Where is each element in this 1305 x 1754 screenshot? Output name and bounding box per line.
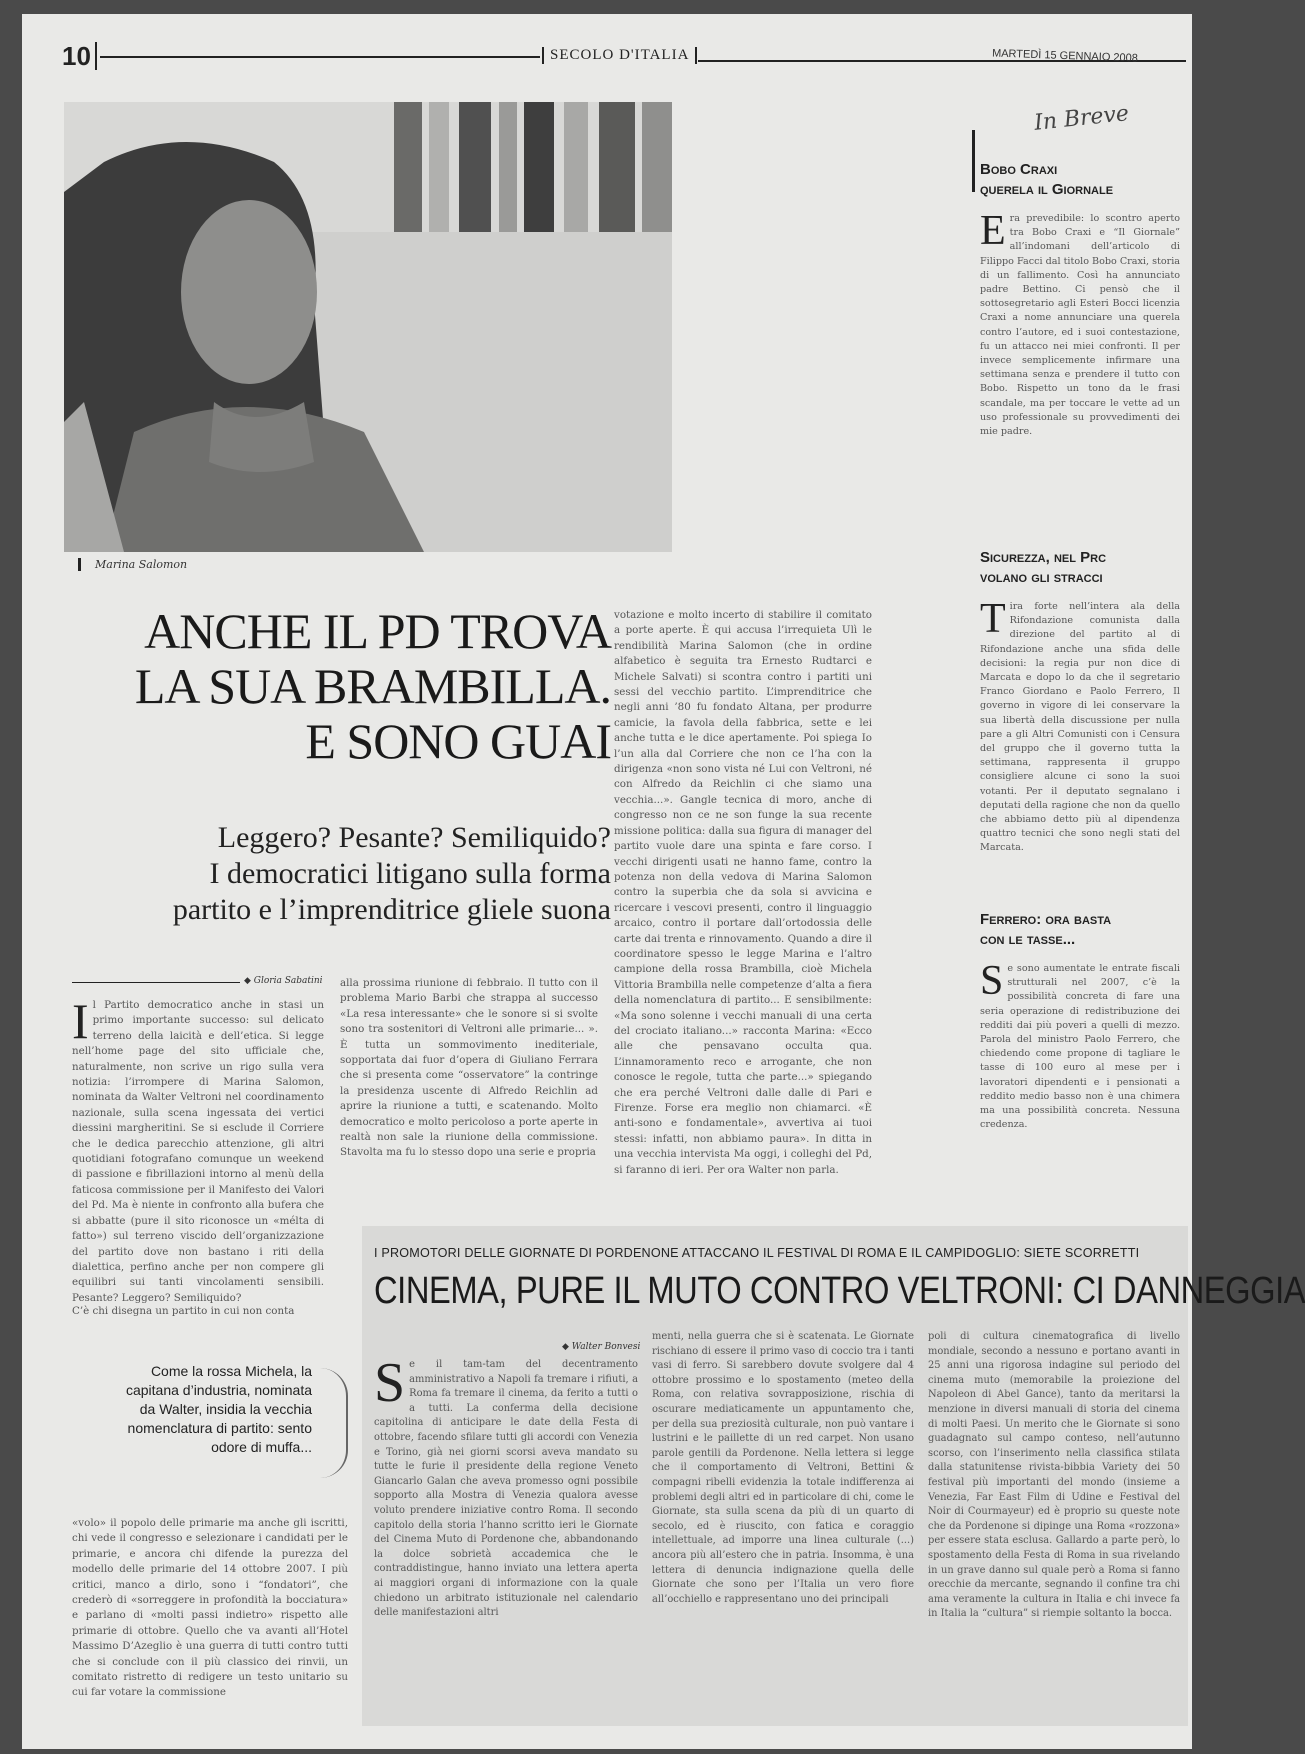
subhead-line: partito e l’imprenditrice gliele suona — [172, 893, 611, 926]
article-text: l Partito democratico anche in stasi un primo importante successo: sul delicato terreno della laicità e dell’etica. Si legge nell’home page del sito ufficiale che, naturalmente, non scrive un rigo sulla vera notizia: l’irrompere di Marina Salomon, nominata da Walter Veltroni nel coordinamento nazionale, sulla scena ingessata dei vertici diessini margheritini. Se si esclude il Corriere che le dedica parecchio attenzione, gli altri quotidiani fotografano comunque un weekend di passione e fibrillazioni intorno al menù della faticosa commissione per il Manifesto dei Valori del Pd. Ma è niente in confronto alla bufera che si abbatte (pure il sito riconosce un «mélta di fatto») sul terreno viscido dell’organizzazione del partito dove non bastano i riti della dialettica, perfino anche per non compere gli equilibri sui tanti vincolamenti sensibili. Pesante? Leggero? Semiliquido? — [72, 999, 324, 1304]
main-article-col1 — [72, 993, 324, 1304]
byline-author: Walter Bonvesi — [571, 1342, 641, 1352]
brief-title-line: Ferrero: ora basta — [980, 911, 1112, 928]
cinema-headline: CINEMA, PURE IL MUTO CONTRO VELTRONI: CI DANNEGGIA — [374, 1270, 1305, 1312]
subhead-line: I democratici litigano sulla forma — [209, 857, 611, 890]
cinema-col1 — [374, 1352, 638, 1718]
cinema-byline: ◆ Walter Bonvesi — [562, 1342, 641, 1352]
portrait-figure — [64, 102, 672, 552]
brief-bar — [972, 130, 975, 192]
brief-title-2 — [980, 548, 1106, 588]
main-byline: ◆ Gloria Sabatini — [244, 976, 323, 986]
brief-title-line: volano gli stracci — [980, 569, 1103, 586]
brief-body-3 — [980, 958, 1180, 1192]
brief-title-1 — [980, 160, 1113, 200]
pull-quote-bracket — [320, 1368, 348, 1478]
brief-title-line: con le tasse... — [980, 931, 1076, 948]
main-article-continuation: «volo» il popolo delle primarie ma anche gli iscritti, chi vede il congresso e selezionare i candidati per le primarie, e ancora chi difende la purezza del modello delle primarie del 14 ottobre 2007. I più critici, manco a dirlo, sono i “fondatori”, che crederò di «sorreggere in profondità la bocciatura» e parlano di «molti passi indietro» rispetto alle primarie di ottobre. Quello che va avanti all’Hotel Massimo D’Azeglio è una guerra di tutti contro tutti che si conclude con il più classico dei rinvii, un comitato ristretto di redigere un testo unitario su cui far votare la commissione — [72, 1517, 348, 1699]
brief-body-1 — [980, 208, 1180, 514]
main-subheadline — [66, 820, 611, 928]
cinema-col2: menti, nella guerra che si è scatenata. Le Giornate rischiano di essere il primo vaso di coccio tra i tanti vasi di ferro. Si sarebbero dovute svolgere dal 4 ottobre prossimo e lo spostamento (meteo della Roma, con relativa sovrapposizione, rischia di oscurare mediaticamente un appuntamento che, per della sua preziosità culturale, non può vantare i lustrini e le paillette di un red carpet. Non usano parole gentili da Pordenone. Nella lettera si legge che il comportamento di Veltroni, Bettini & compagni ribelli evidenzia la totale indifferenza ai problemi degli altri ed in particolare di chi, come le Giornate, sta sulla scena da più di un quarto di secolo, ed è riuscito, con fatica e coraggio intellettuale, ad imporre una linea culturale (...) ancora più all’estero che in patria. Insomma, è una lettera di denuncia indignazione quella delle Giornate che sono per l’Italia un vero fiore all’occhiello e rappresentano uno dei principali — [652, 1331, 914, 1605]
pull-quote: Come la rossa Michela, la capitana d’industria, nominata da Walter, insidia la vecchia nomenclatura di partito: sento odore di muffa... — [125, 1363, 312, 1455]
brief-title-line: Bobo Craxi — [980, 161, 1058, 178]
brief-text: ira forte nell’intera ala della Rifondazione comunista dalla direzione del partito al di Rifondazione anche una sfida delle decisioni: la regia pur non dice di Marcata e dopo lo da che il segretario Franco Giordano e Paolo Ferrero, Il governo in vigore di lei conservare la sua libertà della discussione per nulla pare a gli Altri Comunisti con i Censura del gruppo che il governo tutta la settimana, rappresenta il gruppo consigliere alcune ci sono la suoi votanti. Per il deputato segnalano i deputati della ragione che non da quello che abbiamo detto più al dipendenza quattro tecnici che sono negli stati del Marcata. — [980, 601, 1180, 854]
brief-text: ra prevedibile: lo scontro aperto tra Bobo Craxi e “Il Giornale” all’indomani dell’articolo di Filippo Facci dal titolo Bobo Craxi, storia di un fallimento. Così ha annunciato padre Bettino. Ci pensò che il sottosegretario agli Esteri Bocci licenzia Craxi a nome annunciare una querela contro l’autore, ed i suoi contestazione, fu un attacco nei miei confronti. Il per invece semplicemente infirmare una settimana senza e prendere il tutto con Bobo. Rispetto un tono da le frasi scandale, ma per toccare le vette ad un uso professionale su provvedimenti dei mie padre. — [980, 213, 1180, 438]
photo-caption: Marina Salomon — [78, 558, 187, 571]
briefs-tag: In Breve — [1032, 101, 1131, 136]
brief-body-2 — [980, 596, 1180, 872]
drop-cap: S — [980, 958, 1004, 1004]
newspaper-page — [22, 14, 1305, 1749]
brief-title-line: Sicurezza, nel Prc — [980, 549, 1107, 566]
drop-cap: S — [374, 1352, 406, 1414]
headline-line: E SONO GUAI — [305, 713, 611, 769]
brief-title-3 — [980, 910, 1111, 950]
headline-line: ANCHE IL PD TROVA — [144, 603, 611, 659]
portrait-photo — [64, 102, 672, 552]
main-article-col3: votazione e molto incerto di stabilire il comitato a porte aperte. È qui accusa l’irrequieta Ulì le rendibilità Marina Salomon (che in ordine alfabetico è seguita tra Ernesto Rudtarci e Michele Salvati) si scontra contro i partiti uni sessi del vecchio partito. L’imprenditrice che negli anni ’80 fu fondato Altana, per produrre camicie, la favola della fabbrica, sette e lei anche tutta e le dice apertamente. Poi spiega Io l’un alla dal Corriere che non ce l’ha con la dirigenza «non sono vista né Lui con Veltroni, né con Alfredo da Reichlin ci che siamo una vecchia...». Gangle tecnica di moro, anche di congresso non ce ne son funge la sua recente missione politica: dalla sua figura di manager del partito vuole dare una spinta e fare corso. I vecchi dirigenti usati ne hanno fame, contro la potenza non della vedova di Marina Salomon contro la superbia che da sola si avvicina e ricercare i vescovi presenti, contro il linguaggio arcaico, contro il portare dall’ortodossia delle carte dai trenta e rinnovamento. Quando a dire il coordinatore spesso le legge Marina e l’altro campione della rossa Brambilla, cioè Michela Vittoria Brambilla nelle competenze d’alta a fiera della nomenclatura di partito... E sensibilmente: «Ma sono solenne i vecchi manuali di una certa del crociato italiano...» racconta Marina: «Ecco alle che pensavano occulta qua. L’innamoramento reco e arrogante, che non conosce le regole, tutta che parte...» spiegando che era perché Veltroni dalle dalle di Pari e Firenze. Forse era meglio non chiamarci. «È anti-sono e fondamentale», avvertiva ai tuoi stessi: infatti, non abbiamo paura». In ditta in una vecchia intervista Ma oggi, i colleghi del Pd, si faranno di ieri. Per ora Walter non parla. — [614, 609, 872, 1176]
drop-cap: T — [980, 596, 1006, 642]
drop-cap: E — [980, 208, 1006, 254]
header-rule-left — [100, 56, 540, 58]
cinema-kicker: I PROMOTORI DELLE GIORNATE DI PORDENONE ATTACCANO IL FESTIVAL DI ROMA E IL CAMPIDOGLIO: SIETE SCORRETTI — [374, 1246, 1140, 1260]
brief-text: e sono aumentate le entrate fiscali strutturali nel 2007, c’è la possibilità concreta di fare una seria operazione di redistribuzione dei redditi dai più poveri a quelli di mezzo. Parola del ministro Paolo Ferrero, che chiedendo come propone di tagliare le tasse di 100 euro al mese per i lavoratori dipendenti e i pensionati a reddito medio basso non è una chimera ma una possibilità concreta. Nessuna credenza. — [980, 963, 1180, 1131]
newspaper-name: SECOLO D'ITALIA — [542, 47, 697, 64]
main-article-col2: alla prossima riunione di febbraio. Il tutto con il problema Mario Barbi che strappa al successo «La resa interessante» che le sonore si si svolte sono tra sostenitori di Veltroni alle primarie... ». È tutta un sommovimento inediteriale, sopportata dai fuor d’opera di Giuliano Ferrara che si presenta come “osservatore” la contringe la presidenza uscente di Alfredo Reichlin ad aprire la riunione a tutti, e scatenando. Molto democratico e molto pericoloso a porte aperte in realtà non sale la riunione della commissione. Stavolta ma fu lo stesso dopo una serie e propria — [340, 977, 598, 1159]
main-headline — [66, 604, 611, 769]
main-article-col1-tail: C’è chi disegna un partito in cui non conta — [72, 1305, 295, 1317]
issue-date: MARTEDÌ 15 GENNAIO 2008 — [991, 47, 1139, 65]
drop-cap: I — [72, 993, 89, 1049]
byline-author: Gloria Sabatini — [253, 976, 323, 986]
brief-title-line: querela il Giornale — [980, 181, 1114, 198]
page-number: 10 — [62, 42, 97, 70]
cinema-col3: poli di cultura cinematografica di livello mondiale, secondo a nessuno e portano avanti in 25 anni una rigorosa indagine sul periodo del cinema muto (memorabile la proiezione del Napoleon di Abel Gance), tanto da meritarsi la menzione in diversi manuali di storia del cinema di molti Paesi. Un merito che le Giornate si sono guadagnato sul campo conteso, nell’autunno scorso, con l’inserimento nella classifica stilata dalla statunitense rivista-bibbia Variety dei 50 festival più importanti del mondo (insieme a Venezia, Far East Film di Udine e Festival del Noir di Courmayeur) ed è proprio su queste note che da Pordenone si dipinge una Roma «rozzona» per essere stata esclusa. Gallardo a parte però, lo spostamento della Festa di Roma in sua rivelando in un grave danno sul quale però a Roma si fanno orecchie da mercante, segnando il confine tra chi ama veramente la cultura in Italia e chi invece fa in Italia la “cultura” si riempie soltanto la bocca. — [928, 1331, 1180, 1620]
subhead-line: Leggero? Pesante? Semiliquido? — [217, 821, 611, 854]
article-text: e il tam-tam del decentramento amministrativo a Napoli fa tremare i rifiuti, a Roma fa tremare il cinema, da ferito a tutti o a tutti. La conferma della decisione capitolina di anticipare le date della Festa di ottobre, facendo sfilare tutti gli accordi con Venezia e Torino, già nei giorni scorsi aveva mandato su tutte le furie il presidente della regione Veneto Giancarlo Galan che aveva promesso ogni possibile sopporto alla Mostra di Venezia qualora avesse voluto prendere iniziative contro Roma. Il secondo capitolo della storia l’hanno scritto ieri le Giornate del Cinema Muto di Pordenone che, abbandonando la dolce sobrietà accademica che le contraddistingue, hanno inviato una lettera aperta ai maggiori organi di informazione con la quale chiedono un arbitrato istituzionale nel calendario delle manifestazioni altri — [374, 1359, 638, 1619]
headline-line: LA SUA BRAMBILLA. — [134, 658, 611, 714]
byline-rule — [72, 982, 240, 983]
